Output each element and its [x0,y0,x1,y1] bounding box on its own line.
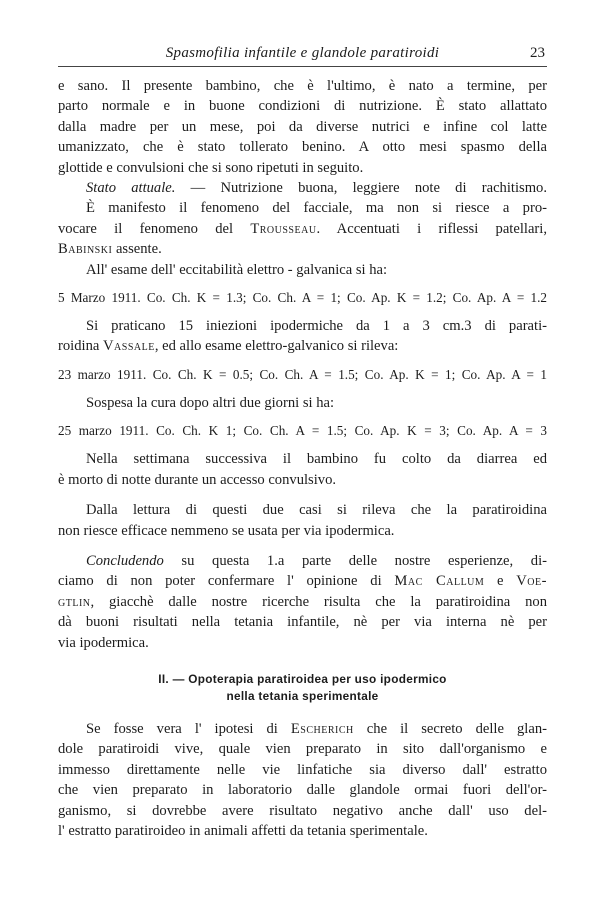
conclusion-label: Concludendo [86,552,164,569]
text-span: , giacchè dalle nostre ricerche risulta che la paratiroidina non [90,593,547,610]
text-line: via ipodermica. [58,634,149,651]
text-line [58,219,547,239]
text-span: . Accentuati i riflessi patellari, [316,220,547,237]
measurement-line-3: 25 marzo 1911. Co. Ch. K 1; Co. Ch. A = 1.5; Co. Ap. K = 3; Co. Ap. A = 3 [58,423,547,439]
author-name-trousseau: Trousseau [250,220,317,237]
paragraph-injections [58,316,547,357]
text-line: dole paratiroidi vive, quale vien preparato in sito dall'organismo e [58,741,547,758]
measurement-line-1: 5 Marzo 1911. Co. Ch. K = 1.3; Co. Ch. A = 1; Co. Ap. K = 1.2; Co. Ap. A = 1.2 [58,290,547,306]
text-line [58,719,547,739]
text-line: umanizzato, che è stato tollerato benino. A otto mesi spasmo della [58,139,547,156]
text-line: Nella settimana successiva il bambino fu colto da diarrea ed [86,451,547,468]
text-line: non riesce efficace nemmeno se usata per via ipodermica. [58,522,395,539]
text-line [58,336,547,356]
author-name-voegtlin-part1: Voe- [516,573,547,590]
author-name-mac-callum: Mac Callum [394,573,485,590]
text-span: che il secreto delle glan- [353,720,547,737]
page-number: 23 [530,45,545,61]
paragraph-exam-intro [58,260,547,280]
section-heading [58,671,547,705]
author-name-vassale: Vassale [103,338,155,355]
text-line: è morto di notte durante un accesso convulsivo. [58,471,337,488]
text-span: roidina [58,338,103,355]
text-line [58,239,547,259]
text-line: ganismo, si dovrebbe avere risultato negativo anche dall' uso del- [58,802,547,819]
author-name-babinski: Babinski [58,241,113,258]
text-span: ciamo di non poter confermare l' opinione di [58,573,395,590]
paragraph-outcome [58,449,547,490]
text-span: vocare il fenomeno del [58,220,251,237]
text-line: Sospesa la cura dopo altri due giorni si ha: [86,394,335,411]
text-span: Se fosse vera l' ipotesi di [86,720,291,737]
text-line: Si praticano 15 iniezioni ipodermiche da 1 a 3 cm.3 di parati- [86,318,547,335]
text-line: e sano. Il presente bambino, che è l'ultimo, è nato a termine, per [58,78,547,94]
text-line [58,551,547,571]
paragraph-suspended [58,393,547,413]
author-name-voegtlin-part2: gtlin [58,593,91,610]
text-line: dà buoni risultati nella tetania infantile, nè per via interna nè per [58,614,547,631]
status-label: Stato attuale. [86,180,176,197]
text-line: All' esame dell' eccitabilità elettro - galvanica si ha: [86,261,388,278]
paragraph-escherich [58,719,547,841]
running-head [58,44,547,67]
text-line: Dalla lettura di questi due casi si rileva che la paratiroidina [86,502,547,519]
paragraph-conclusion [58,551,547,653]
text-line [58,571,547,591]
text-line [58,178,547,198]
section-heading-line-1: II. — Opoterapia paratiroidea per uso ipodermico [158,671,447,686]
text-line: parto normale e in buone condizioni di nutrizione. È stato allattato [58,98,547,115]
text-span: — Nutrizione buona, leggiere note di rachitismo. [175,180,547,197]
body-text [58,76,547,841]
running-title: Spasmofilia infantile e glandole paratiroidi [165,45,440,61]
paragraph-current-status [58,178,547,260]
section-heading-line-2: nella tetania sperimentale [226,688,379,703]
text-line: immesso direttamente nelle vie linfatiche sia diverso dall' estratto [58,761,547,778]
text-span: e [484,573,517,590]
text-line: l' estratto paratiroideo in animali affetti da tetania sperimentale. [58,822,428,839]
text-line [58,592,547,612]
text-line: glottide e convulsioni che si sono ripetuti in seguito. [58,159,364,176]
text-span: , ed allo esame elettro-galvanico si rileva: [154,338,399,355]
author-name-escherich: Escherich [290,720,354,737]
measurement-line-2: 23 marzo 1911. Co. Ch. K = 0.5; Co. Ch. A = 1.5; Co. Ap. K = 1; Co. Ap. A = 1 [58,366,547,382]
text-line: dalla madre per un mese, poi da diverse nutrici e infine col latte [58,118,547,135]
paragraph-inference [58,500,547,541]
text-span: su questa 1.a parte delle nostre esperienze, di- [163,552,547,569]
text-span: assente. [112,241,162,258]
paragraph-history [58,76,547,178]
text-line: che vien preparato in laboratorio dalle glandole ormai fuori dell'or- [58,782,547,799]
text-line: È manifesto il fenomeno del facciale, ma non si riesce a pro- [86,200,547,217]
